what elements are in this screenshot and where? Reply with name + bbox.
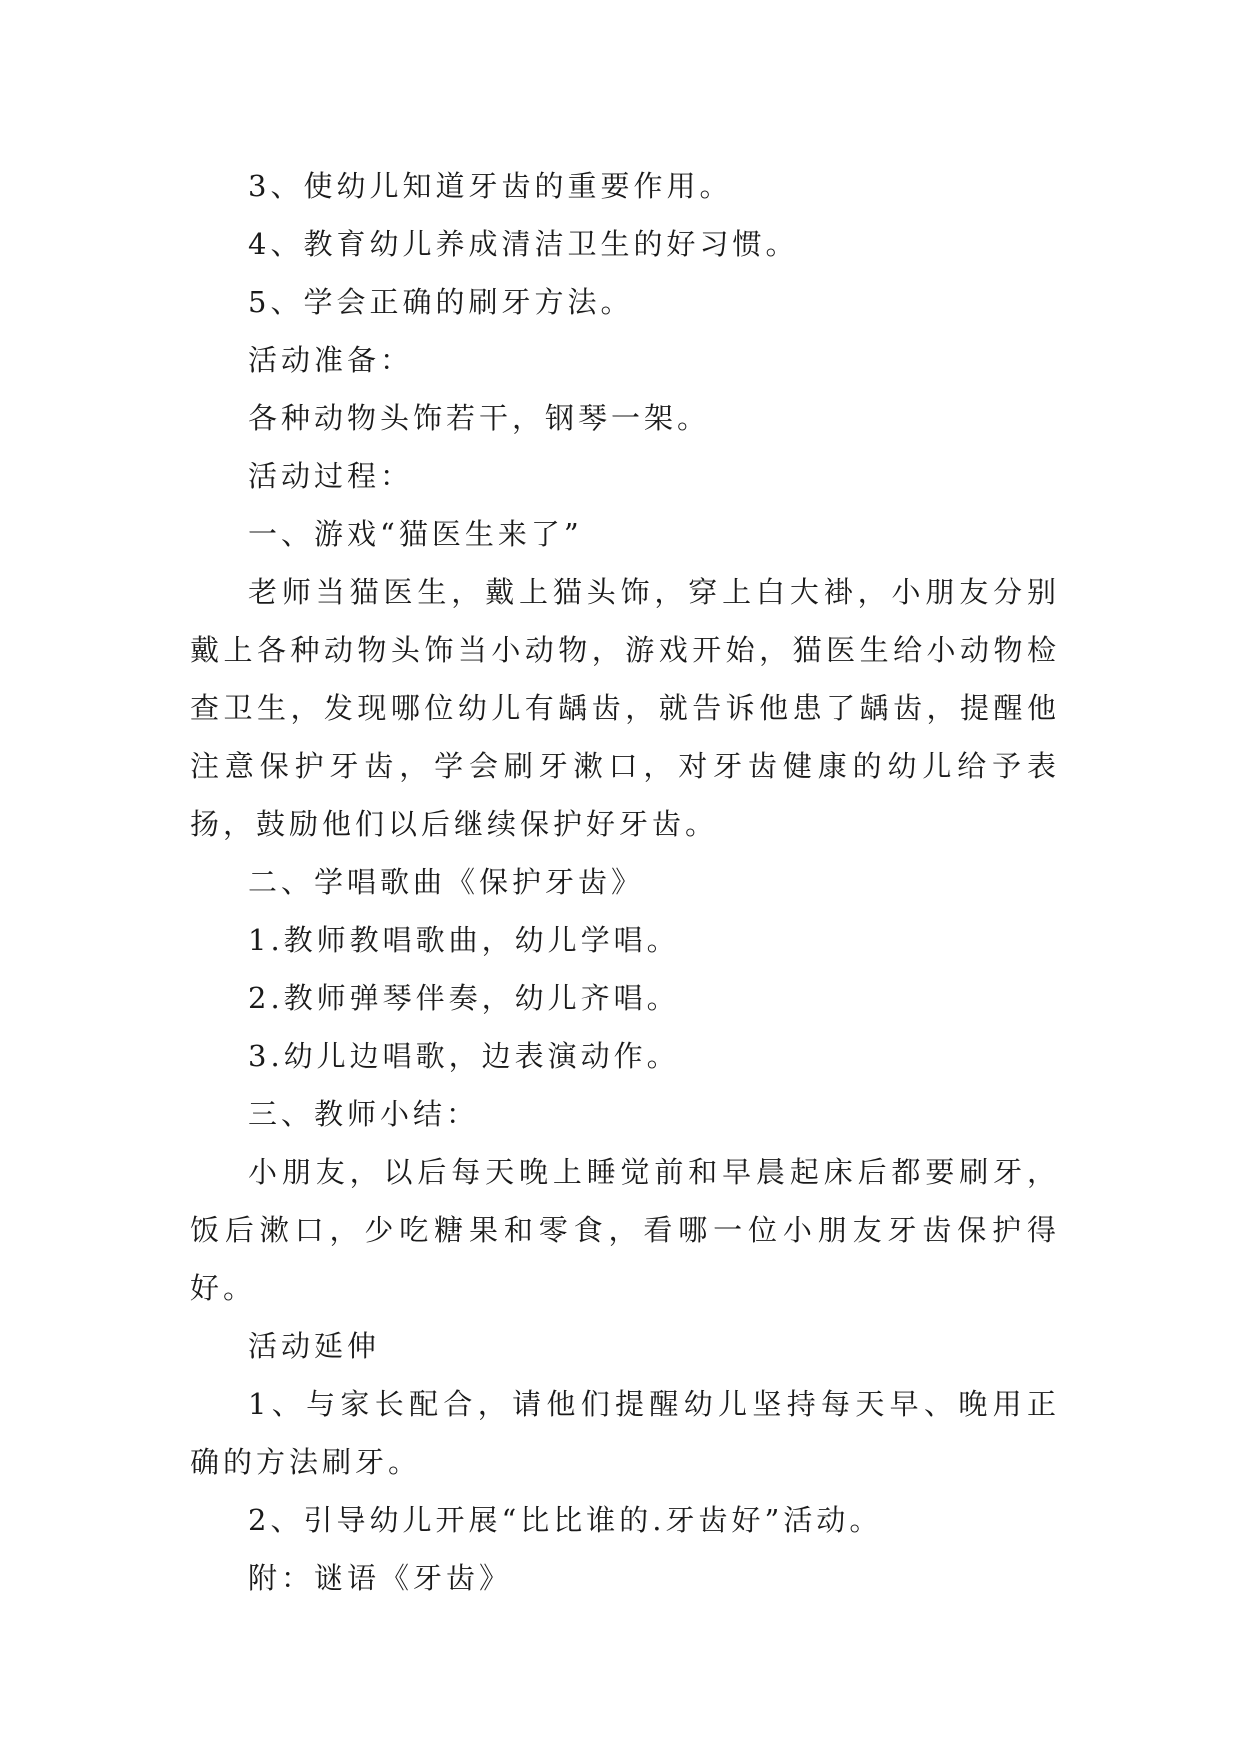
objective-4: 4、教育幼儿养成清洁卫生的好习惯。 xyxy=(248,227,799,261)
step-1-heading: 一、游戏“猫医生来了” xyxy=(248,517,583,551)
section-heading-preparation: 活动准备： xyxy=(248,343,414,377)
preparation-text: 各种动物头饰若干，钢琴一架。 xyxy=(248,401,711,435)
section-heading-extension: 活动延伸 xyxy=(248,1329,381,1363)
extension-item-2: 2、引导幼儿开展“比比谁的.牙齿好”活动。 xyxy=(248,1503,883,1537)
step-3-text: 小朋友，以后每天晚上睡觉前和早晨起床后都要刷牙，饭后漱口，少吃糖果和零食，看哪一位小朋友牙齿保护得好。 xyxy=(190,1155,1060,1305)
step-2-heading: 二、学唱歌曲《保护牙齿》 xyxy=(248,865,645,899)
step-2-item-2: 2.教师弹琴伴奏，幼儿齐唱。 xyxy=(248,981,680,1015)
appendix-heading: 附：谜语《牙齿》 xyxy=(248,1561,513,1595)
objective-3: 3、使幼儿知道牙齿的重要作用。 xyxy=(248,169,733,203)
extension-item-1: 1、与家长配合，请他们提醒幼儿坚持每天早、晚用正确的方法刷牙。 xyxy=(190,1387,1060,1479)
section-heading-process: 活动过程： xyxy=(248,459,414,493)
objective-5: 5、学会正确的刷牙方法。 xyxy=(248,285,634,319)
step-2-item-1: 1.教师教唱歌曲，幼儿学唱。 xyxy=(248,923,680,957)
document-body xyxy=(190,157,1060,1607)
step-1-text: 老师当猫医生，戴上猫头饰，穿上白大褂，小朋友分别戴上各种动物头饰当小动物，游戏开始，猫医生给小动物检查卫生，发现哪位幼儿有龋齿，就告诉他患了龋齿，提醒他注意保护牙齿，学会刷牙漱口，对牙齿健康的幼儿给予表扬，鼓励他们以后继续保护好牙齿。 xyxy=(190,575,1060,841)
step-2-item-3: 3.幼儿边唱歌，边表演动作。 xyxy=(248,1039,680,1073)
step-3-heading: 三、教师小结： xyxy=(248,1097,480,1131)
